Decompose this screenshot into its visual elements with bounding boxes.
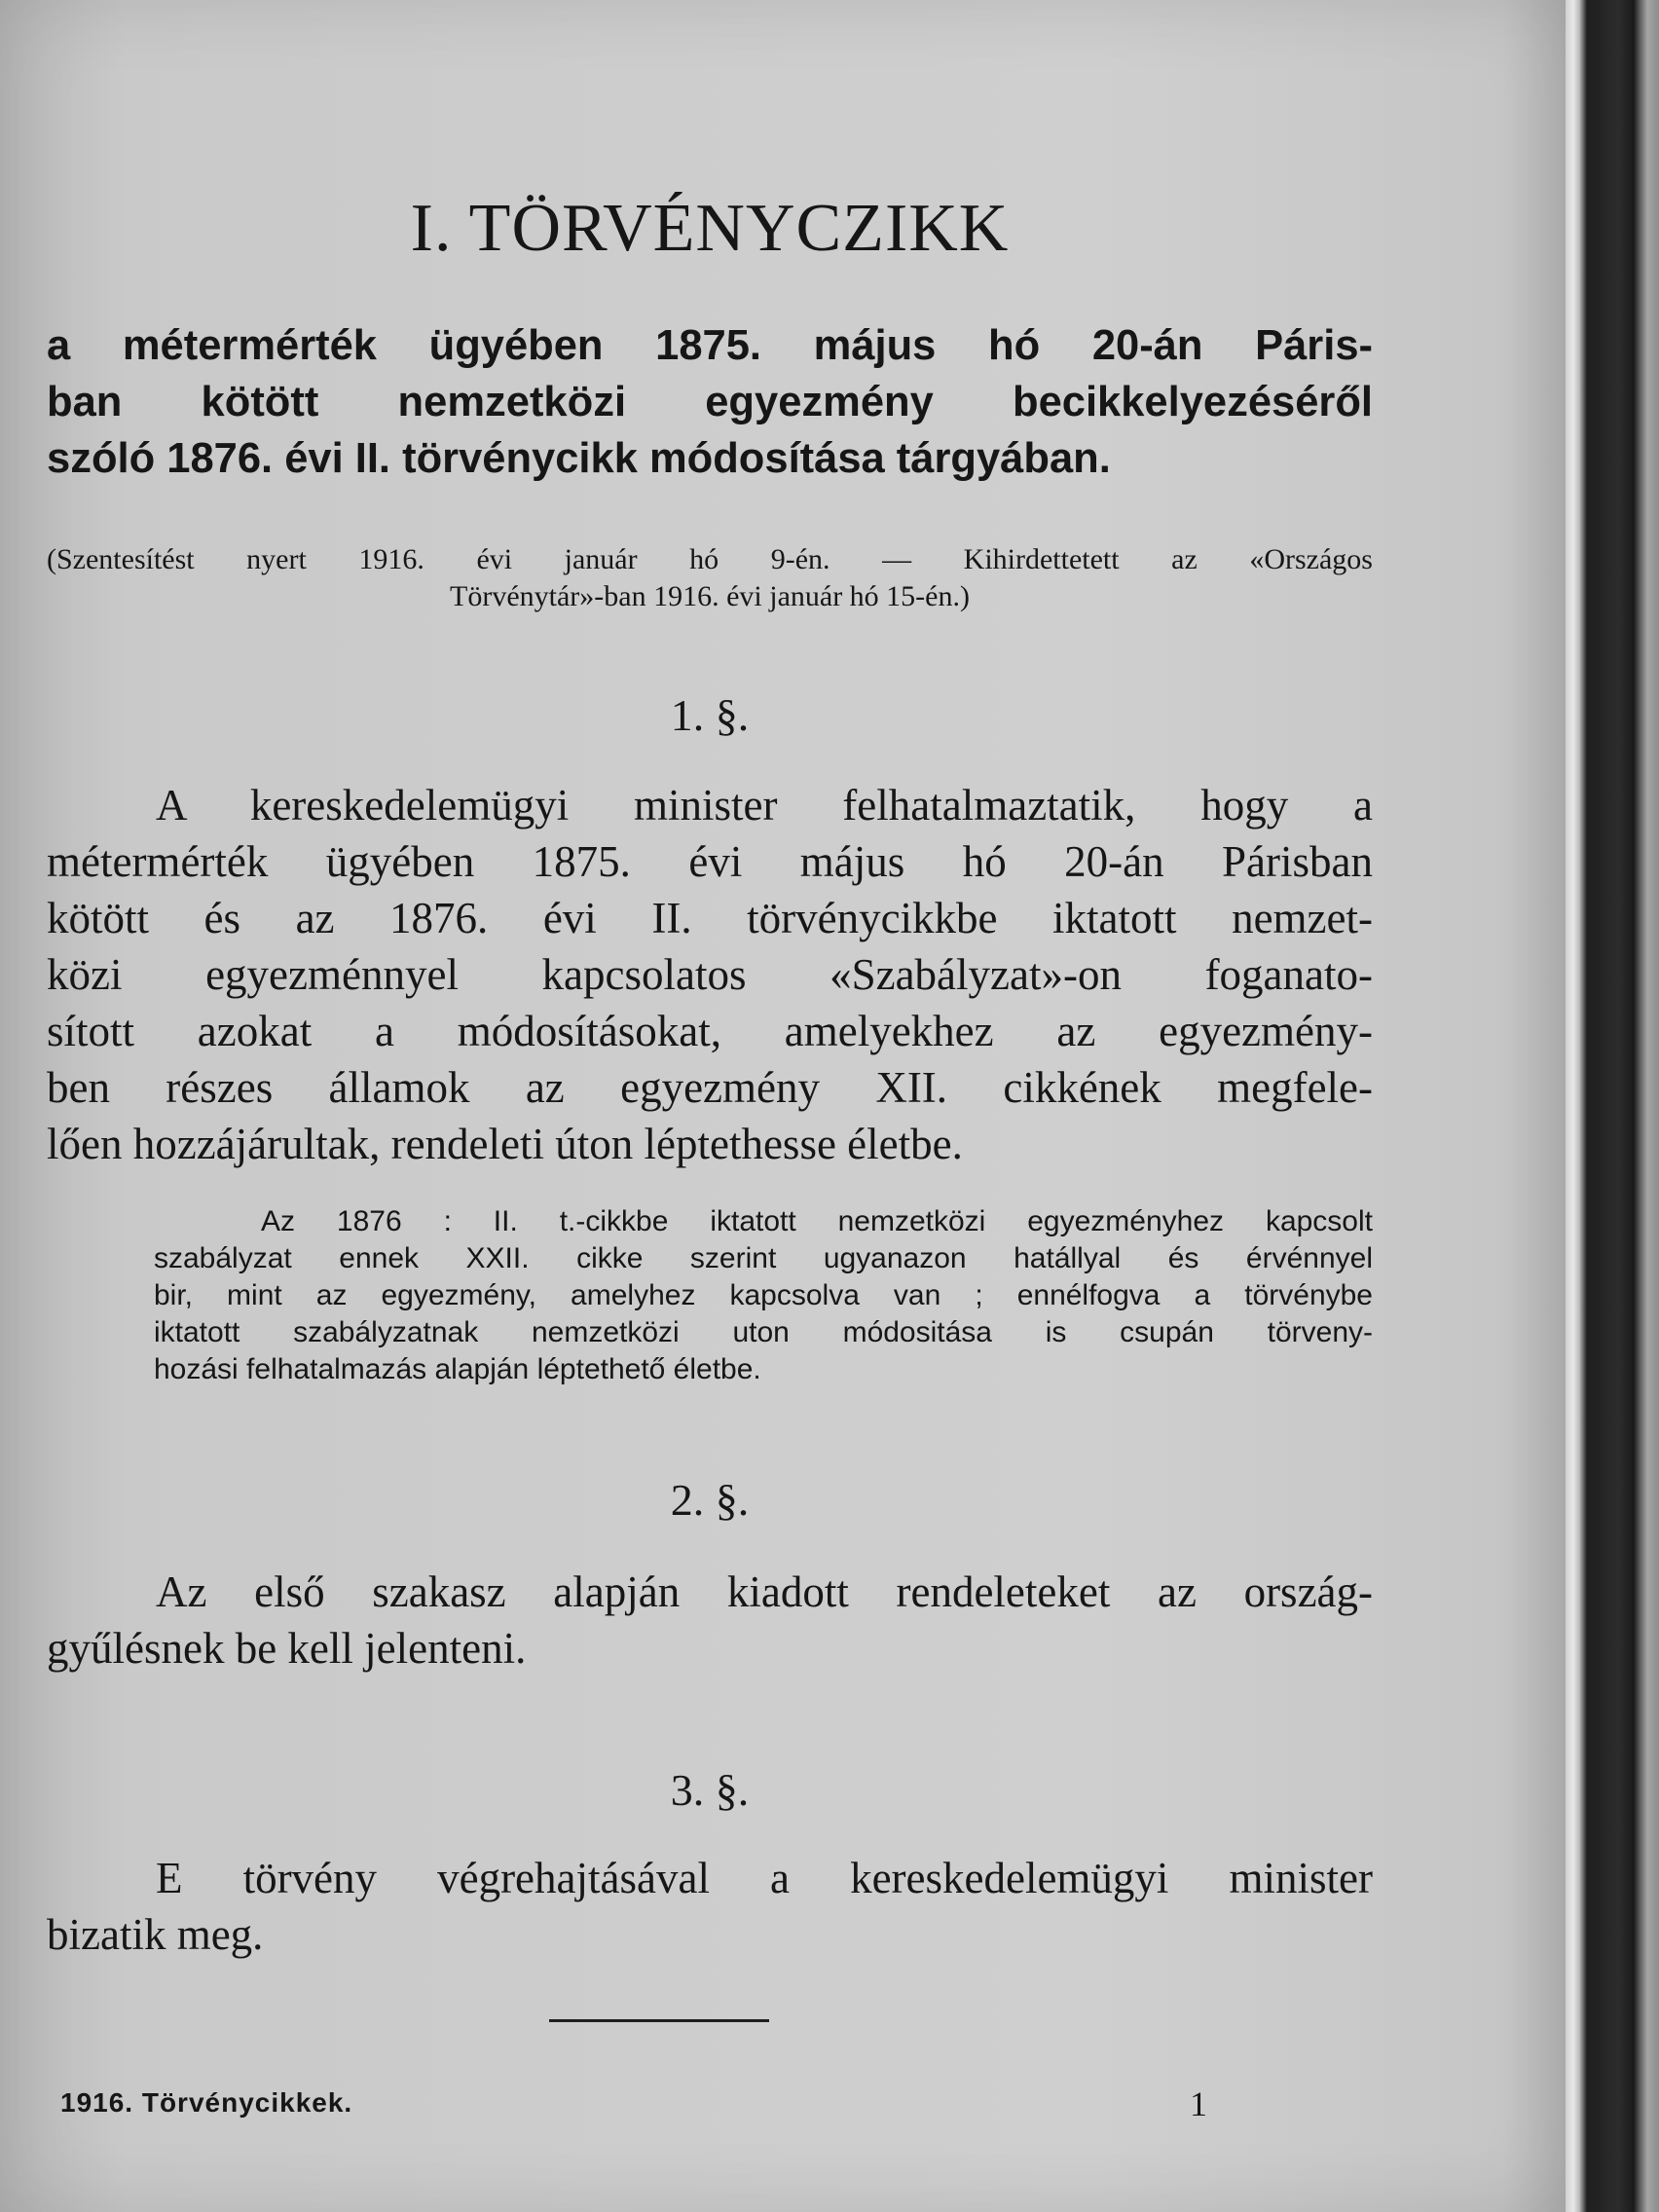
running-footer: 1916. Törvénycikkek.	[60, 2087, 353, 2118]
paragraph-line: A kereskedelemügyi minister felhatalmaztatik, hogy a	[156, 781, 1373, 830]
book-binding-edge	[1566, 0, 1659, 2212]
paragraph-line: kötött és az 1876. évi II. törvénycikkbe iktatott nemzet-	[47, 894, 1373, 942]
law-subtitle	[47, 317, 1373, 487]
paragraph-line: ben részes államok az egyezmény XII. cikkének megfele-	[47, 1063, 1373, 1112]
closing-rule	[549, 2019, 769, 2022]
footnote-line: iktatott szabályzatnak nemzetközi uton módositása is csupán törveny-	[154, 1316, 1373, 1348]
sanction-note	[47, 541, 1373, 615]
paragraph-line: bizatik meg.	[47, 1910, 264, 1959]
section-1-footnote	[154, 1203, 1373, 1388]
section-3-text	[47, 1850, 1373, 1963]
page-content	[47, 0, 1373, 2212]
footnote-line: Az 1876 : II. t.-cikkbe iktatott nemzetközi egyezményhez kapcsolt	[261, 1205, 1373, 1237]
page-title: I. TÖRVÉNYCZIKK	[410, 191, 1010, 266]
section-2-text	[47, 1564, 1373, 1677]
page-number: 1	[1190, 2084, 1207, 2123]
subtitle-line: szóló 1876. évi II. törvénycikk módosítása tárgyában.	[47, 435, 1111, 482]
paragraph-line: közi egyezménnyel kapcsolatos «Szabályzat»-on foganato-	[47, 950, 1373, 999]
paragraph-line: E törvény végrehajtásával a kereskedelemügyi minister	[156, 1854, 1373, 1902]
footnote-line: bir, mint az egyezmény, amelyhez kapcsolva van ; ennélfogva a törvénybe	[154, 1279, 1373, 1311]
paragraph-line: lően hozzájárultak, rendeleti úton léptethesse életbe.	[47, 1120, 963, 1168]
paragraph-line: gyűlésnek be kell jelenteni.	[47, 1624, 527, 1673]
footnote-line: szabályzat ennek XXII. cikke szerint ugyanazon hatállyal és érvénnyel	[154, 1242, 1373, 1274]
section-3-mark: 3. §.	[670, 1765, 750, 1815]
section-1-text	[47, 777, 1373, 1172]
section-2-mark: 2. §.	[670, 1475, 750, 1525]
sanction-note-line: (Szentesítést nyert 1916. évi január hó 9-én. — Kihirdettetett az «Országos	[47, 543, 1373, 575]
section-1-mark: 1. §.	[670, 690, 750, 740]
footnote-line: hozási felhatalmazás alapján léptethető életbe.	[154, 1353, 761, 1385]
paragraph-line: sított azokat a módosításokat, amelyekhez az egyezmény-	[47, 1007, 1373, 1055]
subtitle-line: ban kötött nemzetközi egyezmény becikkelyezéséről	[47, 379, 1373, 425]
sanction-note-line: Törvénytár»-ban 1916. évi január hó 15-én.)	[450, 580, 970, 612]
paragraph-line: Az első szakasz alapján kiadott rendeleteket az ország-	[156, 1567, 1373, 1616]
paragraph-line: métermérték ügyében 1875. évi május hó 20-án Párisban	[47, 837, 1373, 886]
subtitle-line: a métermérték ügyében 1875. május hó 20-án Páris-	[47, 322, 1373, 369]
